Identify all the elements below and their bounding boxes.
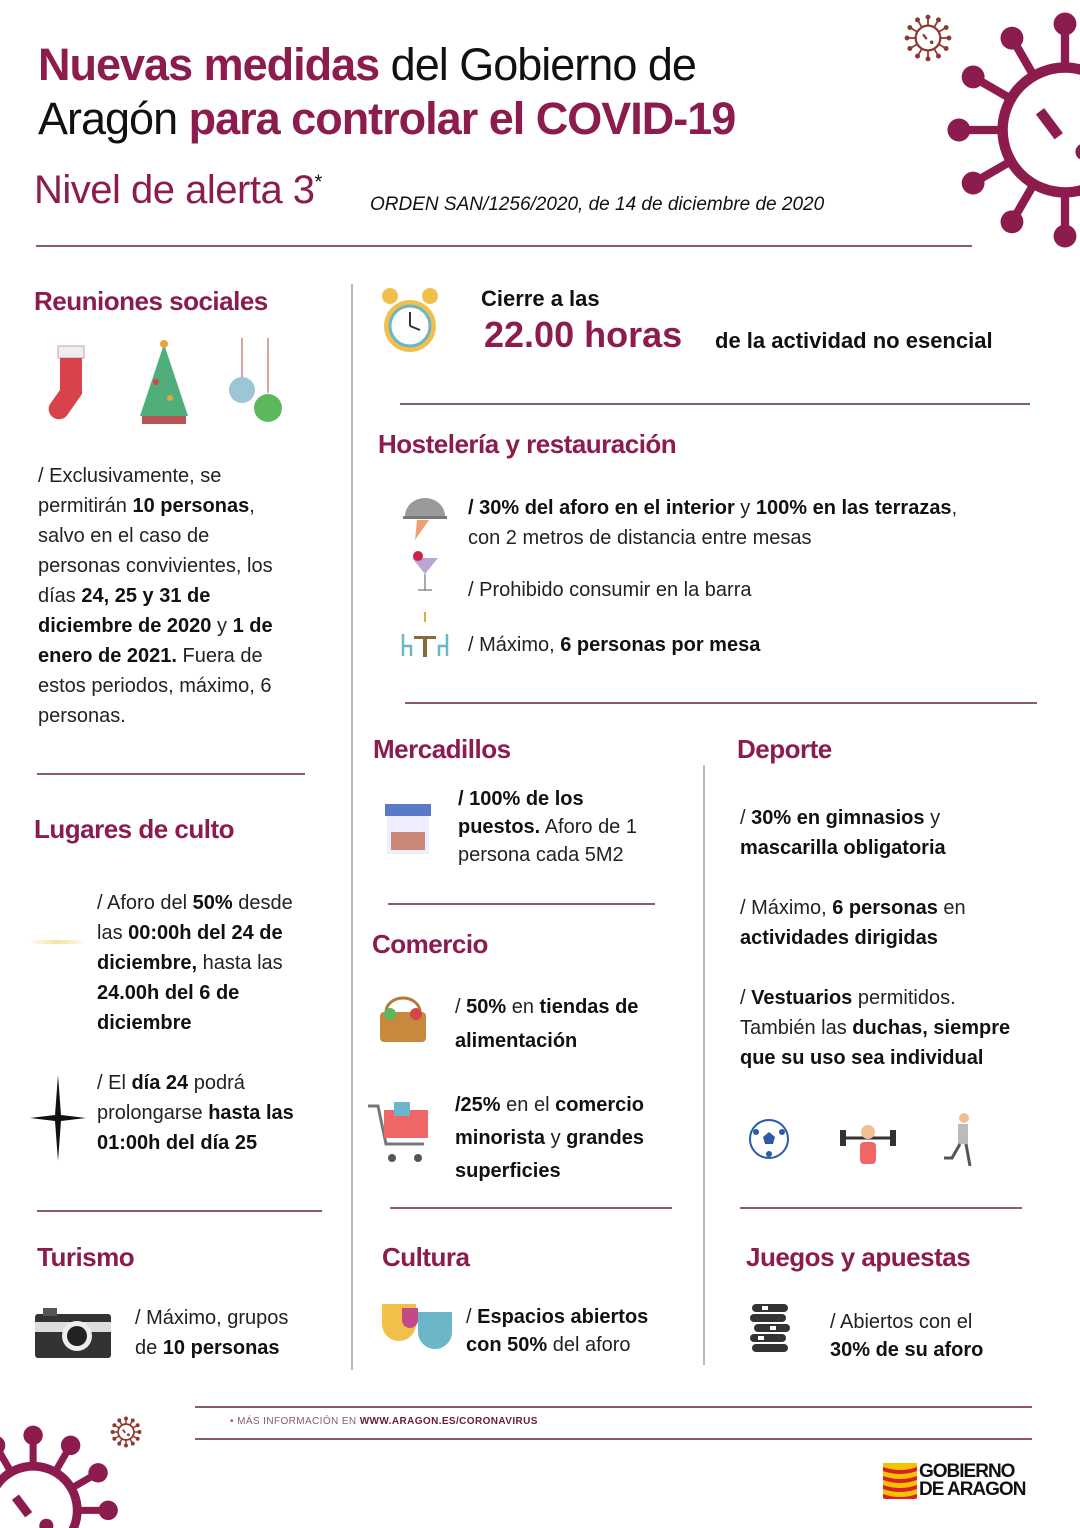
text-segment: grandes superficies xyxy=(455,1127,644,1182)
text-segment: / Prohibido consumir en la barra xyxy=(468,579,752,601)
deporte-item-2 xyxy=(740,893,1070,953)
text-segment: / El xyxy=(97,1072,132,1094)
ornaments-icon xyxy=(224,338,286,426)
aragon-flag-icon xyxy=(883,1463,917,1499)
text-segment: / 30% del aforo en el interior xyxy=(468,497,735,519)
text-segment: 6 personas xyxy=(832,897,938,919)
cultura-text xyxy=(466,1303,701,1359)
text-segment: Aforo de 1 persona cada 5M2 xyxy=(458,816,637,866)
alert-level-text: Nivel de alerta 3 xyxy=(34,168,315,212)
more-info-prefix: MÁS INFORMACIÓN EN xyxy=(237,1416,360,1427)
heading-culto: Lugares de culto xyxy=(34,814,235,844)
text-segment: 00:00h del 24 de diciembre, xyxy=(97,922,283,974)
divider xyxy=(390,1207,672,1209)
heading-mercadillos: Mercadillos xyxy=(373,734,511,764)
deporte-item-3 xyxy=(740,983,1070,1073)
text-segment: comercio minorista xyxy=(455,1094,645,1149)
logo-text xyxy=(919,1463,1025,1499)
culto-item-2 xyxy=(97,1068,347,1158)
divider xyxy=(37,773,305,775)
text-segment: /25% xyxy=(455,1094,501,1116)
heading-comercio: Comercio xyxy=(372,929,488,959)
grocery-basket-icon xyxy=(376,992,430,1046)
soccer-ball-icon xyxy=(748,1118,790,1160)
footer-divider-bottom xyxy=(195,1438,1032,1440)
mercadillos-text xyxy=(458,785,698,869)
text-segment: Nuevas medidas xyxy=(38,39,380,90)
heading-turismo: Turismo xyxy=(37,1242,135,1272)
divider xyxy=(405,702,1037,704)
heading-cultura: Cultura xyxy=(382,1242,470,1272)
text-segment: 24.00h del 6 de diciembre xyxy=(97,982,240,1034)
text-segment: 1 de enero de 2021. xyxy=(38,615,273,667)
sparkle-glow-icon xyxy=(28,940,88,944)
text-segment: / Abiertos con el xyxy=(830,1311,973,1333)
shopping-cart-icon xyxy=(368,1100,432,1166)
title-line-2 xyxy=(38,92,735,146)
text-segment: duchas, siempre que su uso sea individual xyxy=(740,1017,1011,1069)
text-segment: Fuera de estos periodos, máximo, 6 personas. xyxy=(38,645,272,727)
virus-large-icon xyxy=(935,0,1080,260)
hosteleria-item-3 xyxy=(468,630,1028,660)
hosteleria-item-1 xyxy=(468,493,1068,553)
text-segment: para controlar el COVID-19 xyxy=(188,93,736,144)
text-segment: y xyxy=(545,1127,567,1149)
alert-level xyxy=(34,168,322,213)
heading-hosteleria: Hostelería y restauración xyxy=(378,429,677,459)
juegos-text xyxy=(830,1308,1060,1364)
heading-reuniones: Reuniones sociales xyxy=(34,286,268,316)
text-segment: Aragón xyxy=(38,93,189,144)
order-reference: ORDEN SAN/1256/2020, de 14 de diciembre de 2020 xyxy=(370,194,825,215)
text-segment: podrá prolongarse xyxy=(97,1072,245,1124)
cierre-line-1: Cierre a las xyxy=(481,286,600,311)
deporte-item-1 xyxy=(740,803,1070,863)
camera-icon xyxy=(35,1308,111,1358)
text-segment: 50% xyxy=(466,996,507,1018)
text-segment: 6 personas por mesa xyxy=(560,634,761,656)
text-segment: 50% xyxy=(192,892,233,914)
text-segment: / Aforo del xyxy=(97,892,193,914)
text-segment: Vestuarios xyxy=(751,987,853,1009)
divider xyxy=(740,1207,1022,1209)
alert-asterisk: * xyxy=(314,171,322,194)
reuniones-text xyxy=(38,461,338,731)
logo-line-1: GOBIERNO xyxy=(919,1461,1015,1482)
heading-juegos: Juegos y apuestas xyxy=(746,1242,971,1272)
christmas-stocking-icon xyxy=(44,340,96,426)
cierre-line-2: de la actividad no esencial xyxy=(715,328,993,353)
text-segment: actividades dirigidas xyxy=(740,927,938,949)
title-line-1 xyxy=(38,38,696,92)
serving-cloche-icon xyxy=(403,492,447,542)
text-segment: / xyxy=(740,987,752,1009)
column-divider xyxy=(351,284,353,1370)
virus-bottom-small-icon xyxy=(108,1414,144,1450)
text-segment: permitidos. También las xyxy=(740,987,956,1039)
text-segment: / xyxy=(455,996,467,1018)
text-segment: 10 personas xyxy=(162,1337,280,1359)
text-segment: desde las xyxy=(97,892,293,944)
text-segment: del aforo xyxy=(547,1334,631,1356)
christmas-tree-icon xyxy=(134,338,194,428)
culto-item-1 xyxy=(97,888,347,1038)
hosteleria-item-2 xyxy=(468,575,1028,605)
text-segment: 30% en gimnasios xyxy=(751,807,925,829)
more-info: • MÁS INFORMACIÓN EN WWW.ARAGON.ES/CORONAVIRUS xyxy=(230,1416,538,1427)
text-segment: / Máximo, xyxy=(740,897,833,919)
text-segment: en xyxy=(506,996,540,1018)
market-stall-icon xyxy=(383,804,433,856)
runner-icon xyxy=(940,1112,980,1170)
text-segment: / Máximo, grupos de xyxy=(135,1307,289,1359)
comercio-item-2 xyxy=(455,1089,700,1188)
logo-line-2: DE ARAGON xyxy=(919,1479,1026,1500)
text-segment: en el xyxy=(500,1094,556,1116)
header-divider xyxy=(36,245,972,247)
footer-divider-top xyxy=(195,1406,1032,1408)
text-segment: y xyxy=(734,497,756,519)
text-segment: día 24 xyxy=(131,1072,189,1094)
text-segment: y xyxy=(211,615,233,637)
weightlifter-icon xyxy=(838,1118,898,1166)
table-chairs-icon xyxy=(400,612,450,658)
text-segment: hasta las xyxy=(202,952,283,974)
divider xyxy=(400,403,1030,405)
divider xyxy=(37,1210,322,1212)
column-divider xyxy=(703,765,705,1365)
text-segment: tiendas de alimentación xyxy=(455,996,639,1052)
text-segment: , salvo en el caso de personas convivientes, los días xyxy=(38,495,273,607)
text-segment: en xyxy=(943,897,966,919)
text-segment: 24, 25 y 31 de diciembre de 2020 xyxy=(38,585,212,637)
text-segment: / Máximo, xyxy=(468,634,561,656)
gobierno-aragon-logo xyxy=(883,1463,1025,1499)
cocktail-icon xyxy=(410,550,440,594)
text-segment: mascarilla obligatoria xyxy=(740,837,946,859)
turismo-text xyxy=(135,1303,345,1363)
text-segment: hasta las 01:00h del día 25 xyxy=(97,1102,294,1154)
heading-deporte: Deporte xyxy=(737,734,832,764)
theater-masks-icon xyxy=(380,1300,456,1354)
text-segment: 100% en las terrazas xyxy=(755,497,952,519)
text-segment: / 100% de los puestos. xyxy=(458,788,584,838)
comercio-item-1 xyxy=(455,990,700,1058)
text-segment: , con 2 metros de distancia entre mesas xyxy=(468,497,958,549)
more-info-link[interactable]: WWW.ARAGON.ES/CORONAVIRUS xyxy=(359,1416,538,1427)
text-segment: del Gobierno de xyxy=(379,39,696,90)
text-segment: 10 personas xyxy=(132,495,250,517)
casino-chips-icon xyxy=(748,1302,792,1358)
text-segment: / Exclusivamente, se permitirán xyxy=(38,465,222,517)
alarm-clock-icon xyxy=(378,284,442,358)
text-segment: / xyxy=(740,807,752,829)
text-segment: Espacios abiertos con 50% xyxy=(466,1306,649,1356)
text-segment: y xyxy=(930,807,941,829)
divider xyxy=(388,903,655,905)
star-sparkle-icon xyxy=(30,1075,86,1161)
cierre-time: 22.00 horas xyxy=(484,314,683,355)
text-segment: / xyxy=(466,1306,478,1328)
text-segment: 30% de su aforo xyxy=(830,1339,984,1361)
